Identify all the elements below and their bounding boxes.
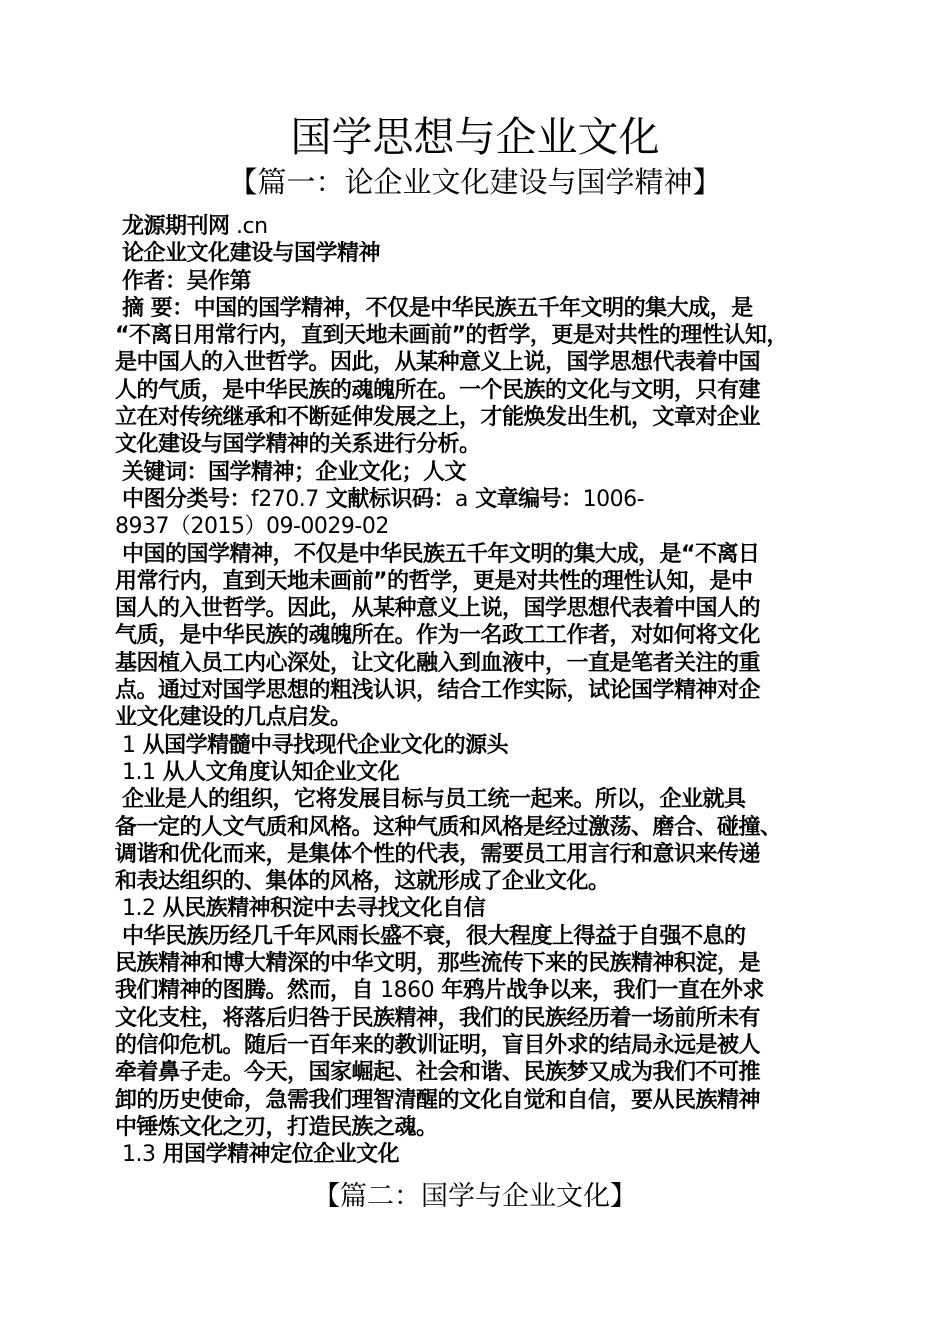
text-line xyxy=(115,814,845,841)
text-run: 民族精神和博大精深的中华文明，那些流传下来的民族精神积淀，是 xyxy=(115,951,761,977)
text-line xyxy=(115,950,845,977)
text-run: 文化建设与国学精神的关系进行分析。 xyxy=(115,432,481,458)
text-line xyxy=(115,322,845,349)
text-line xyxy=(115,431,845,458)
text-run: 用常行内，直到天地未画前”的哲学，更是对共性的理性认知，是中 xyxy=(115,568,753,594)
text-run: 点。通过对国学思想的粗浅认识，结合工作实际，试论国学精神对企 xyxy=(115,678,761,704)
part2-heading: 【篇二：国学与企业文化】 xyxy=(313,1181,637,1212)
document-title: 国学思想与企业文化 xyxy=(290,113,660,161)
text-run: 论企业文化建设与国学精神 xyxy=(122,241,381,267)
text-run: 作者：吴作第 xyxy=(122,268,252,294)
text-run: 牵着鼻子走。今天，国家崛起、社会和谐、民族梦又成为我们不可推 xyxy=(115,1060,761,1086)
text-line xyxy=(115,595,845,622)
text-line xyxy=(115,1059,845,1086)
text-line xyxy=(115,895,845,922)
text-line xyxy=(115,295,845,322)
text-run: 气质，是中华民族的魂魄所在。作为一名政工工作者，对如何将文化 xyxy=(115,623,761,649)
text-run: 人的气质，是中华民族的魂魄所在。一个民族的文化与文明，只有建 xyxy=(115,377,761,403)
text-line xyxy=(115,459,845,486)
text-run: 年鸦片战争以来，我们一直在外求 xyxy=(434,978,764,1004)
text-run: 1 xyxy=(122,732,136,758)
text-run: 的信仰危机。随后一百年来的教训证明，盲目外求的结局永远是被人 xyxy=(115,1032,761,1058)
text-line xyxy=(115,1141,845,1168)
text-line xyxy=(115,377,845,404)
text-line xyxy=(115,541,845,568)
text-line xyxy=(115,977,845,1004)
text-line xyxy=(115,486,845,513)
text-run: 摘 要：中国的国学精神，不仅是中华民族五千年文明的集大成，是 xyxy=(122,295,753,321)
text-run: 关键词：国学精神；企业文化；人文 xyxy=(122,459,467,485)
text-line xyxy=(115,841,845,868)
text-run: 1.1 xyxy=(122,759,156,785)
text-line xyxy=(115,732,845,759)
text-run: 8937（2015）09-0029-02 xyxy=(115,514,389,540)
text-run: 龙源期刊网 xyxy=(122,214,230,239)
text-run: 我们精神的图腾。然而，自 xyxy=(115,978,381,1004)
text-line xyxy=(115,268,845,295)
text-run: f270.7 xyxy=(251,486,319,512)
text-line xyxy=(115,622,845,649)
text-run: 中锤炼文化之刃，打造民族之魂。 xyxy=(115,1114,438,1140)
text-line xyxy=(115,568,845,595)
text-run: 用国学精神定位企业文化 xyxy=(155,1142,400,1168)
text-line xyxy=(115,650,845,677)
text-line xyxy=(115,349,845,376)
text-line xyxy=(115,677,845,704)
text-run: 和表达组织的、集体的风格，这就形成了企业文化。 xyxy=(115,869,610,895)
text-line xyxy=(115,923,845,950)
text-run: 文章编号： xyxy=(467,486,583,512)
text-run: 基因植入员工内心深处，让文化融入到血液中，一直是笔者关注的重 xyxy=(115,650,761,676)
text-run: 中华民族历经几千年风雨长盛不衰，很大程度上得益于自强不息的 xyxy=(122,923,746,949)
text-line xyxy=(115,868,845,895)
part1-heading: 【篇一：论企业文化建设与国学精神】 xyxy=(228,165,722,199)
text-run: 中图分类号： xyxy=(122,486,252,512)
text-run: a xyxy=(454,486,468,512)
text-run: 文化支柱，将落后归咎于民族精神，我们的民族经历着一场前所未有 xyxy=(115,1005,761,1031)
text-run: 1006- xyxy=(582,486,645,512)
text-run: 调谐和优化而来，是集体个性的代表，需要员工用言行和意识来传递 xyxy=(115,841,761,867)
text-run: 1.3 xyxy=(122,1142,156,1168)
text-run: 国人的入世哲学。因此，从某种意义上说，国学思想代表着中国人的 xyxy=(115,596,761,622)
text-run: 卸的历史使命，急需我们理智清醒的文化自觉和自信，要从民族精神 xyxy=(115,1087,761,1113)
text-line xyxy=(115,759,845,786)
text-line xyxy=(115,786,845,813)
text-line xyxy=(115,1032,845,1059)
text-run: 备一定的人文气质和风格。这种气质和风格是经过激荡、磨合、碰撞、 xyxy=(115,814,782,840)
text-run: “不离日用常行内，直到天地未画前”的哲学，更是对共性的理性认知， xyxy=(115,323,788,349)
text-run: 从人文角度认知企业文化 xyxy=(155,759,400,785)
text-run: 1860 xyxy=(380,978,435,1004)
text-run: 中国的国学精神，不仅是中华民族五千年文明的集大成，是“不离日 xyxy=(122,541,760,567)
text-run: 从民族精神积淀中去寻找文化自信 xyxy=(155,896,486,922)
text-line xyxy=(115,1087,845,1114)
text-run: 业文化建设的几点启发。 xyxy=(115,705,352,731)
text-run: 从国学精髓中寻找现代企业文化的源头 xyxy=(135,732,509,758)
text-run: .cn xyxy=(229,214,268,239)
text-line xyxy=(115,404,845,431)
text-run: 文献标识码： xyxy=(318,486,455,512)
text-line xyxy=(115,1114,845,1141)
text-run: 企业是人的组织，它将发展目标与员工统一起来。所以，企业就具 xyxy=(122,787,746,813)
text-run: 是中国人的入世哲学。因此，从某种意义上说，国学思想代表着中国 xyxy=(115,350,761,376)
text-run: 立在对传统继承和不断延伸发展之上，才能焕发出生机，文章对企业 xyxy=(115,405,761,431)
text-line xyxy=(115,704,845,731)
text-line xyxy=(115,213,845,240)
text-line xyxy=(115,1005,845,1032)
text-run: 1.2 xyxy=(122,896,156,922)
text-line xyxy=(115,513,845,540)
text-line xyxy=(115,240,845,267)
article-body xyxy=(115,213,845,1168)
